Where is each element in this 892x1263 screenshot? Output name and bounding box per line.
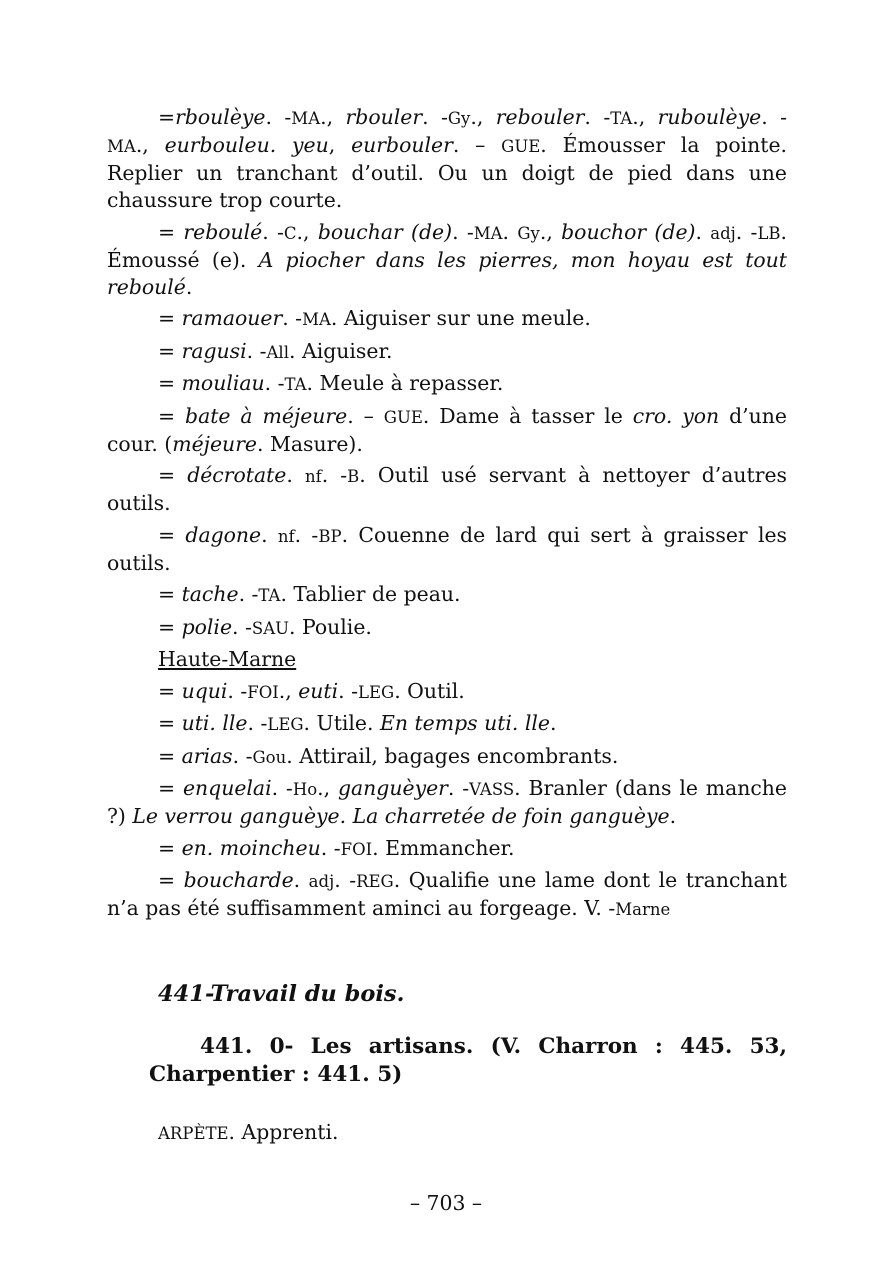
dictionary-entry: [107, 835, 787, 863]
entry-dialect-form: bouchar (de): [317, 219, 453, 244]
dictionary-entry: [107, 581, 787, 609]
dictionary-entry: [107, 743, 787, 771]
entry-abbreviation: FOI: [247, 682, 279, 702]
entry-text: .: [286, 463, 305, 487]
entry-arpete: [158, 1119, 787, 1147]
entry-text: . -: [227, 678, 248, 703]
entry-text: .: [502, 219, 518, 244]
dictionary-entry: [107, 305, 787, 333]
entry-text: .: [695, 219, 711, 244]
page-number: – 703 –: [409, 1191, 483, 1215]
entry-abbreviation: TA: [610, 109, 633, 128]
entry-text: ,: [328, 133, 352, 157]
entry-text: . -: [584, 105, 611, 129]
entry-abbreviation: MA: [473, 223, 503, 243]
entry-text: .: [549, 711, 557, 735]
entry-text: .,: [470, 105, 496, 129]
entry-text: . Dame à tasser le: [422, 403, 633, 428]
entry-text: .: [293, 868, 309, 892]
entry-abbreviation: MA: [291, 109, 321, 128]
entry-abbreviation: All: [266, 342, 289, 362]
entry-text: =: [158, 463, 188, 487]
entry-text: . -: [447, 776, 470, 800]
entry-text: . -: [247, 711, 268, 735]
dictionary-entry: [107, 104, 787, 214]
entry-dialect-form: uti. lle: [181, 711, 248, 735]
entry-text: . -: [264, 371, 285, 395]
entry-text: .: [261, 522, 278, 547]
entry-dialect-form: ramaouer: [181, 306, 283, 330]
dictionary-entry: [107, 614, 787, 642]
entry-text: .,: [135, 133, 165, 157]
entry-text: . Poulie.: [289, 614, 372, 639]
entry-abbreviation: FOI: [340, 839, 373, 859]
entry-text: . -: [282, 306, 303, 330]
entry-abbreviation: TA: [284, 375, 307, 394]
entry-text: . Utile.: [303, 711, 380, 735]
entry-abbreviation: MA: [107, 137, 136, 156]
entry-text: . Attirail, bagages encombrants.: [286, 743, 619, 768]
entry-abbreviation: nf: [277, 526, 295, 546]
entry-text: . Qualifie une lame dont le tranchant n’a pas été suffisamment aminci au forgeage. V. -: [107, 868, 787, 920]
entry-text: =: [158, 371, 182, 395]
entry-abbreviation: Ho: [292, 780, 318, 799]
entry-text: .: [669, 804, 677, 828]
entry-text: . –: [452, 133, 502, 157]
entry-dialect-form: reboulé: [183, 219, 263, 244]
entry-text: . Couenne de lard qui sert à graisser les outils.: [107, 522, 788, 575]
entry-dialect-form: en. moincheu: [181, 835, 321, 860]
entry-text: =: [158, 835, 182, 860]
entry-abbreviation: adj: [308, 872, 335, 891]
dictionary-entry: [107, 370, 787, 398]
entry-dialect-form: décrotate: [187, 463, 287, 487]
entry-dialect-form: arias: [181, 743, 233, 768]
entry-abbreviation: adj: [710, 223, 736, 243]
entry-text: .,: [539, 219, 562, 244]
entry-text: . -: [320, 835, 341, 860]
dictionary-entry: [107, 219, 787, 301]
entry-abbreviation: REG: [356, 872, 394, 891]
entry-text: . Branler (dans le manche ?): [107, 776, 787, 828]
entry-text: . Meule à repasser.: [306, 371, 504, 395]
entry-abbreviation: B: [347, 467, 360, 486]
entry-text: .,: [317, 776, 338, 800]
entries-list-haute-marne: [107, 678, 787, 924]
entry-dialect-form: dagone: [185, 522, 262, 547]
entry-text: . Aiguiser sur une meule.: [330, 306, 591, 330]
entry-dialect-form: polie: [181, 614, 233, 639]
dictionary-entry: [107, 462, 787, 517]
entry-text: =: [158, 105, 176, 129]
entry-dialect-form: ragusi: [181, 338, 247, 363]
entry-text: =: [158, 868, 184, 892]
dictionary-entry: [107, 867, 787, 923]
entry-text: . -: [334, 868, 357, 892]
entry-text: . -: [321, 463, 348, 487]
entry-text: . Émousser la pointe. Replier un tranchant d’outil. Ou un doigt de pied dans une chaussure trop courte.: [107, 133, 788, 212]
entry-abbreviation: Gy: [447, 109, 471, 128]
entry-text: . -: [422, 105, 448, 129]
entry-text: . -: [238, 582, 259, 606]
entry-text: .,: [320, 105, 346, 129]
entry-text: =: [158, 338, 182, 363]
entry-text: . Masure).: [257, 431, 363, 456]
page-body: [107, 104, 787, 1147]
entry-text: .,: [296, 219, 318, 244]
dictionary-entry: [107, 403, 787, 458]
entry-dialect-form: enquelai: [182, 776, 272, 800]
dictionary-entry: [107, 678, 787, 706]
entry-abbreviation: LEG: [358, 682, 395, 702]
entry-text: d’une cour. (: [107, 403, 787, 456]
section-title: 441-Travail du bois.: [158, 981, 405, 1007]
entry-text: .,: [278, 678, 299, 703]
entry-text: . -: [338, 678, 359, 703]
entry-abbreviation: LEG: [267, 715, 304, 734]
entry-text: . –: [347, 403, 384, 428]
entry-text: =: [158, 306, 182, 330]
entry-dialect-form: En temps uti. lle: [379, 711, 550, 735]
entry-dialect-form: bate à méjeure: [185, 403, 348, 428]
entry-dialect-form: méjeure: [172, 431, 258, 456]
entry-text: =: [158, 711, 182, 735]
entry-abbreviation: nf: [304, 467, 322, 486]
entry-dialect-form: tache: [181, 582, 239, 606]
entry-dialect-form: Le verrou ganguèye. La charretée de foin ganguèye: [132, 804, 670, 828]
entry-text: . -: [271, 776, 293, 800]
entry-text: . -: [262, 219, 284, 244]
entry-text: . -: [452, 219, 474, 244]
entry-text: =: [158, 776, 183, 800]
entry-dialect-form: mouliau: [181, 371, 265, 395]
entry-text: . Emmancher.: [372, 835, 515, 860]
entries-list: [107, 104, 787, 642]
entry-text: . Outil usé servant à nettoyer d’autres outils.: [107, 463, 787, 515]
entry-text: =: [158, 403, 186, 428]
entry-text: . Outil.: [394, 678, 465, 703]
entry-abbreviation: C: [283, 223, 297, 243]
entry-text: =: [158, 582, 182, 606]
entry-text: . Émoussé (e).: [107, 219, 788, 272]
entry-abbreviation: GUE: [383, 407, 423, 427]
entry-text: .: [185, 274, 193, 299]
entry-text: . Tablier de peau.: [280, 582, 461, 606]
entry-text: =: [158, 678, 182, 703]
entry-abbreviation: VASS: [469, 780, 515, 799]
entry-abbreviation: BP: [318, 526, 342, 546]
entry-text: =: [158, 522, 186, 547]
entry-text: =: [158, 614, 182, 639]
subsection-title: 441. 0- Les artisans. (V. Charron : 445. 53, Charpentier : 441. 5): [149, 1034, 787, 1087]
entry-dialect-form: euti: [298, 678, 339, 703]
region-heading: Haute-Marne: [158, 647, 297, 671]
entry-dialect-form: eurbouleu. yeu: [164, 133, 329, 157]
entry-definition: . Apprenti.: [228, 1120, 339, 1144]
entry-dialect-form: boucharde: [183, 868, 294, 892]
entry-abbreviation: TA: [258, 586, 281, 605]
dictionary-entry: [107, 338, 787, 366]
entry-dialect-form: ganguèyer: [337, 776, 448, 800]
entry-abbreviation: Gou: [252, 747, 287, 767]
entry-abbreviation: SAU: [251, 618, 290, 638]
dictionary-entry: [107, 522, 787, 577]
entry-text: .,: [632, 105, 658, 129]
entry-dialect-form: rbouler: [345, 105, 423, 129]
entry-abbreviation: LB: [757, 223, 781, 243]
entry-dialect-form: A piocher dans les pierres, mon hoyau est tout reboulé: [107, 247, 787, 299]
entry-dialect-form: cro. yon: [632, 403, 720, 428]
entry-text: . -: [761, 105, 788, 129]
entry-text: . -: [265, 105, 292, 129]
entry-text: =: [158, 743, 182, 768]
dictionary-entry: [107, 710, 787, 738]
dictionary-entry: [107, 775, 787, 830]
entry-dialect-form: ruboulèye: [657, 105, 762, 129]
entry-text: . Aiguiser.: [289, 338, 393, 363]
entry-text: . -: [294, 522, 319, 547]
entry-dialect-form: rebouler: [495, 105, 585, 129]
entry-dialect-form: uqui: [181, 678, 228, 703]
entry-text: =: [158, 219, 184, 244]
entry-dialect-form: eurbouler: [351, 133, 453, 157]
entry-text: . -: [232, 614, 252, 639]
entry-text: . -: [232, 743, 253, 768]
entry-text: . -: [735, 219, 758, 244]
entry-text: . -: [246, 338, 267, 363]
entry-abbreviation: MA: [302, 310, 331, 329]
entry-abbreviation: GUE: [501, 137, 541, 156]
entry-dialect-form: rboulèye: [175, 105, 266, 129]
entry-abbreviation: Marne: [615, 900, 671, 919]
entry-headword: ARPÈTE: [158, 1124, 229, 1143]
entry-dialect-form: bouchor (de): [561, 219, 696, 244]
entry-abbreviation: Gy: [517, 223, 540, 243]
